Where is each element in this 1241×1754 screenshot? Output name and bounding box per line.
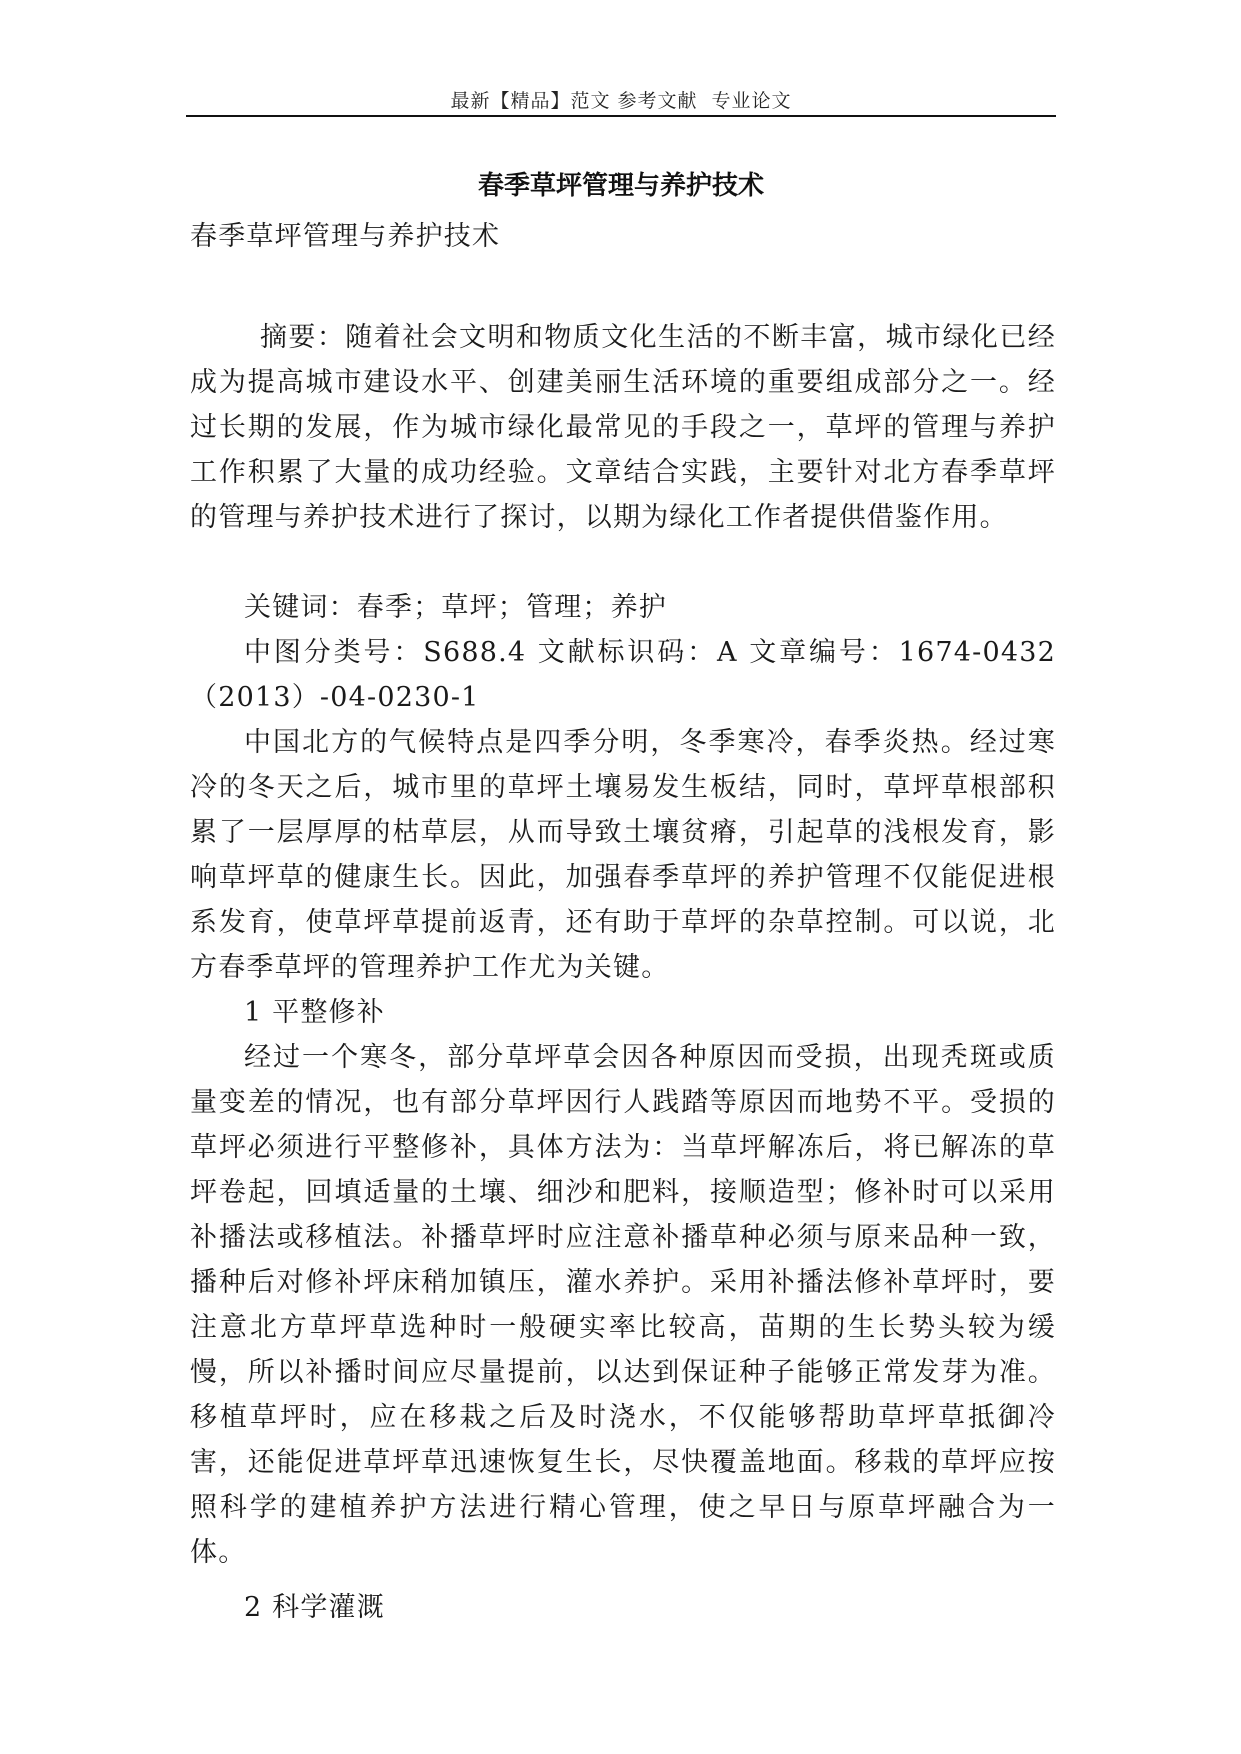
section-1-paragraph: 经过一个寒冬，部分草坪草会因各种原因而受损，出现秃斑或质量变差的情况，也有部分草坪因行人践踏等原因而地势不平。受损的草坪必须进行平整修补，具体方法为：当草坪解冻后，将已解冻的草坪卷起，回填适量的土壤、细沙和肥料，接顺造型；修补时可以采用补播法或移植法。补播草坪时应注意补播草种必须与原来品种一致，播种后对修补坪床稍加镇压，灌水养护。采用补播法修补草坪时，要注意北方草坪草选种时一般硬实率比较高，苗期的生长势头较为缓慢，所以补播时间应尽量提前，以达到保证种子能够正常发芽为准。移植草坪时，应在移栽之后及时浇水，不仅能够帮助草坪草抵御冷害，还能促进草坪草迅速恢复生长，尽快覆盖地面。移栽的草坪应按照科学的建植养护方法进行精心管理，使之早日与原草坪融合为一体。 — [190, 1042, 1056, 1568]
document-title: 春季草坪管理与养护技术 — [477, 171, 764, 201]
intro-paragraph: 中国北方的气候特点是四季分明，冬季寒冷，春季炎热。经过寒冷的冬天之后，城市里的草坪土壤易发生板结，同时，草坪草根部积累了一层厚厚的枯草层，从而导致土壤贫瘠，引起草的浅根发育，影响草坪草的健康生长。因此，加强春季草坪的养护管理不仅能促进根系发育，使草坪草提前返青，还有助于草坪的杂草控制。可以说，北方春季草坪的管理养护工作尤为关键。 — [190, 727, 1056, 983]
classification-line: 中图分类号：S688.4 文献标识码：A 文章编号：1674-0432（2013）-04-0230-1 — [190, 637, 1056, 713]
abstract-paragraph: 摘要：随着社会文明和物质文化生活的不断丰富，城市绿化已经成为提高城市建设水平、创建美丽生活环境的重要组成部分之一。经过长期的发展，作为城市绿化最常见的手段之一，草坪的管理与养护工作积累了大量的成功经验。文章结合实践，主要针对北方春季草坪的管理与养护技术进行了探讨，以期为绿化工作者提供借鉴作用。 — [190, 322, 1056, 533]
keywords-line: 关键词：春季；草坪；管理；养护 — [244, 592, 667, 623]
document-body — [190, 214, 1056, 1630]
section-1-heading: 1 平整修补 — [244, 997, 385, 1028]
running-header: 最新【精品】范文 参考文献 专业论文 — [450, 90, 792, 112]
document-subtitle: 春季草坪管理与养护技术 — [190, 221, 501, 252]
header-divider — [186, 115, 1056, 117]
section-2-heading: 2 科学灌溉 — [244, 1592, 385, 1623]
